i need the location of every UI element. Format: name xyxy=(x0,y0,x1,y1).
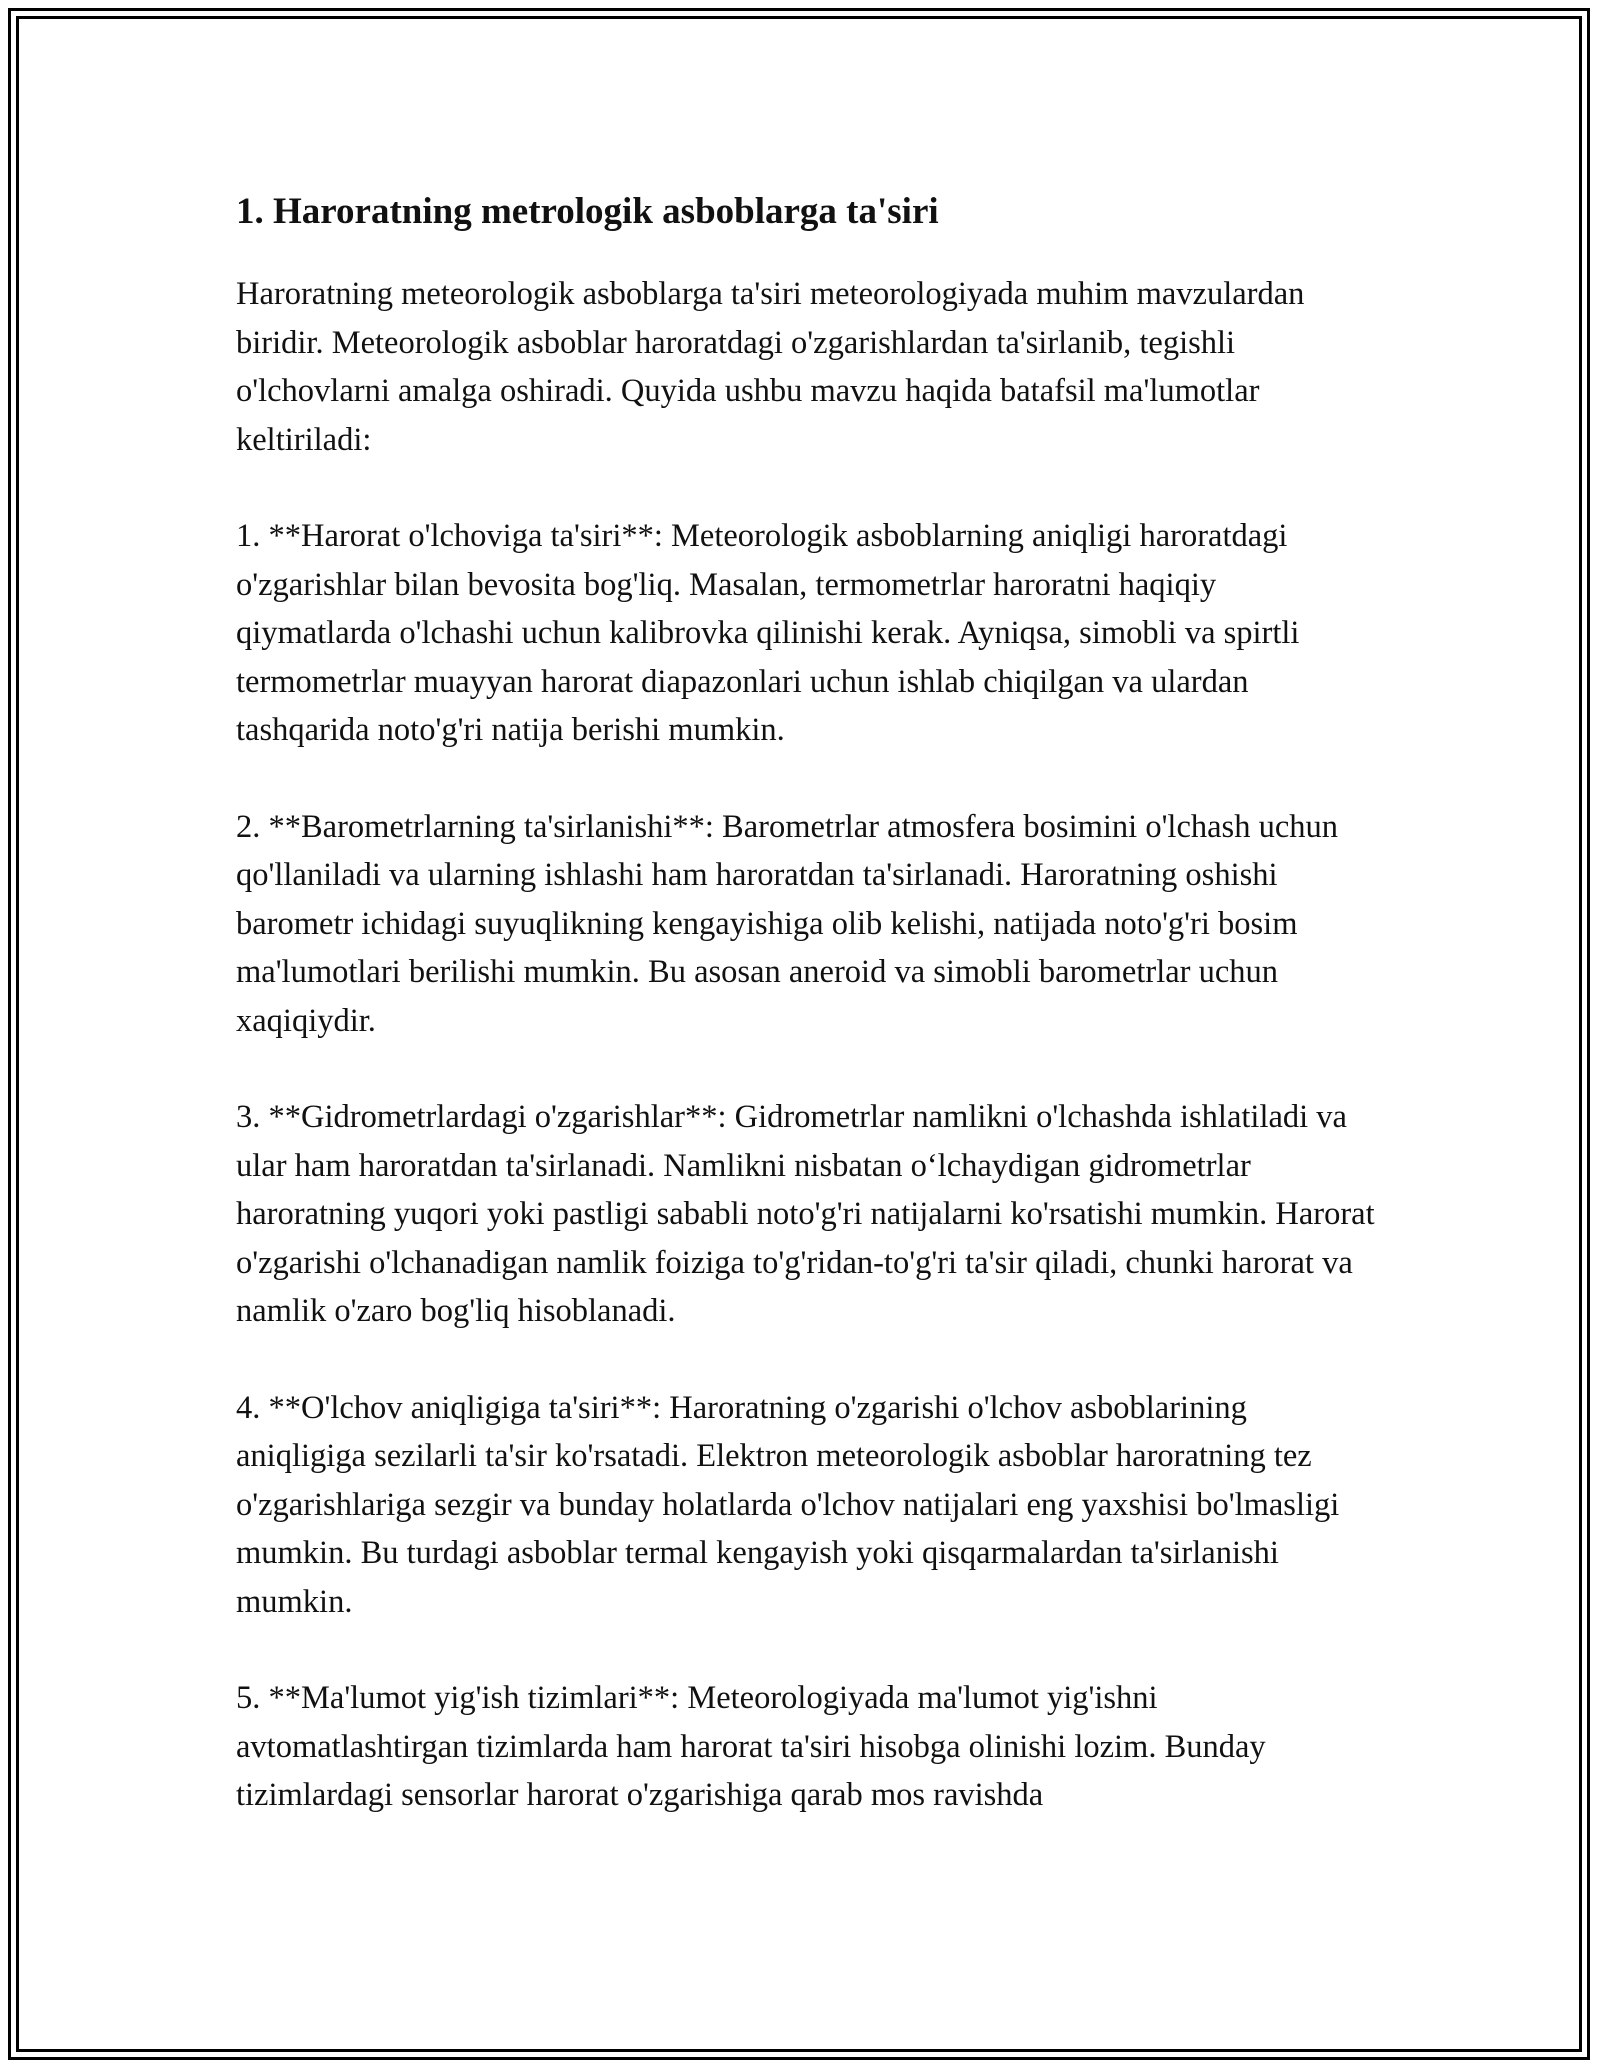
list-item-4: 4. **O'lchov aniqligiga ta'siri**: Haroratning o'zgarishi o'lchov asboblarining aniqligiga sezilarli ta'sir ko'rsatadi. Elektron meteorologik asboblar haroratning tez o'zgarishlariga sezgir va bunday holatlarda o'lchov natijalari eng yaxshisi bo'lmasligi mumkin. Bu turdagi asboblar termal kengayish yoki qisqarmalardan ta'sirlanishi mumkin. xyxy=(236,1389,1340,1620)
list-item-3: 3. **Gidrometrlardagi o'zgarishlar**: Gidrometrlar namlikni o'lchashda ishlatiladi va ular ham haroratdan ta'sirlanadi. Namlikni nisbatan o‘lchaydigan gidrometrlar haroratning yuqori yoki pastligi sababli noto'g'ri natijalarni ko'rsatishi mumkin. Harorat o'zgarishi o'lchanadigan namlik foiziga to'g'ridan-to'g'ri ta'sir qiladi, chunki harorat va namlik o'zaro bog'liq hisoblanadi. xyxy=(236,1099,1375,1329)
intro-paragraph: Haroratning meteorologik asboblarga ta'siri meteorologiyada muhim mavzulardan biridir. Meteorologik asboblar haroratdagi o'zgarishlardan ta'sirlanib, tegishli o'lchovlarni amalga oshiradi. Quyida ushbu mavzu haqida batafsil ma'lumotlar keltiriladi: xyxy=(236,276,1305,458)
document-page xyxy=(236,188,1376,1868)
list-item-1: 1. **Harorat o'lchoviga ta'siri**: Meteorologik asboblarning aniqligi haroratdagi o'zgarishlar bilan bevosita bog'liq. Masalan, termometrlar haroratni haqiqiy qiymatlarda o'lchashi uchun kalibrovka qilinishi kerak. Ayniqsa, simobli va spirtli termometrlar muayyan harorat diapazonlari uchun ishlab chiqilgan va ulardan tashqarida noto'g'ri natija berishi mumkin. xyxy=(236,518,1300,748)
document-title: 1. Haroratning metrologik asboblarga ta'siri xyxy=(236,191,939,232)
list-item-2: 2. **Barometrlarning ta'sirlanishi**: Barometrlar atmosfera bosimini o'lchash uchun qo'llaniladi va ularning ishlashi ham haroratdan ta'sirlanadi. Haroratning oshishi barometr ichidagi suyuqlikning kengayishiga olib kelishi, natijada noto'g'ri bosim ma'lumotlari berilishi mumkin. Bu asosan aneroid va simobli barometrlar uchun xaqiqiydir. xyxy=(236,808,1339,1039)
list-item-5: 5. **Ma'lumot yig'ish tizimlari**: Meteorologiyada ma'lumot yig'ishni avtomatlashtirgan tizimlarda ham harorat ta'siri hisobga olinishi lozim. Bunday tizimlardagi sensorlar harorat o'zgarishiga qarab mos ravishda xyxy=(236,1680,1266,1813)
